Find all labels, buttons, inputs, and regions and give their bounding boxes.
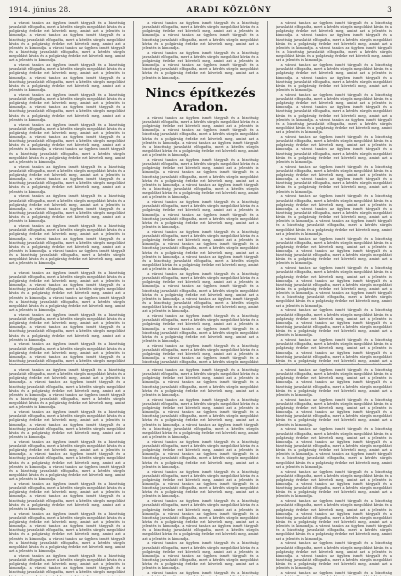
article-paragraph: a városi tanács az ügyben ismét tárgyalt és a bizottság javaslatát elfogadta, mert a kérdés sürgős megoldást kíván és a polgárság érdeke ezt követeli meg, amint azt a jelentés is kimondja. a városi tanács az ügyben ismét tárgyalt és a bizottság javaslatát elfogadta, mert a kérdés sürgős megoldást kíván és a polgárság érdeke ezt követeli meg, amint azt a jelentés is kimondja. a városi tanács az ügyben ismét tárgyalt és a bizottság javaslatát elfogadta, mert a kérdés sürgős megoldást kíván és a polgárság érdeke ezt követeli meg, amint azt a jelentés is kimondja. [9, 21, 126, 63]
article-paragraph: a városi tanács az ügyben ismét tárgyalt és a bizottság javaslatát elfogadta, mert a kérdés sürgős megoldást kíván és a polgárság érdeke ezt követeli meg, amint azt a jelentés is kimondja. a városi tanács az ügyben ismét tárgyalt és a bizottság javaslatát elfogadta, mert a kérdés sürgős megoldást kíván és a polgárság érdeke ezt követeli meg, amint azt a [275, 338, 392, 363]
article-paragraph: a városi tanács az ügyben ismét tárgyalt és a bizottság javaslatát elfogadta, mert a kérdés sürgős megoldást kíván és a polgárság érdeke ezt követeli meg, amint azt a jelentés is kimondja. a városi tanács az ügyben ismét tárgyalt és a bizottság javaslatát elfogadta, mert a kérdés sürgős megoldást kíván és a polgárság érdeke ezt követeli meg, amint azt a jelentés is kimondja. a városi tanács az ügyben ismét tárgyalt és a bizottság javaslatát elfogadta, mert a kérdés sürgős megoldást kíván és a polgárság érdeke ezt követeli meg, amint azt a jelentés is kimondja. [275, 21, 392, 63]
column-divider [267, 21, 268, 364]
lower-section [9, 368, 392, 576]
article-paragraph: a városi tanács az ügyben ismét tárgyalt és a bizottság javaslatát elfogadta, mert a kérdés sürgős megoldást kíván és a polgárság érdeke ezt követeli meg, amint azt a jelentés is kimondja. a városi tanács az ügyben ismét tárgyalt és a bizottság javaslatát elfogadta, mert a kérdés sürgős megoldást [9, 553, 126, 575]
article-paragraph: a városi tanács az ügyben ismét tárgyalt és a bizottság javaslatát elfogadta, mert a kérdés sürgős megoldást kíván és a polgárság érdeke ezt követeli meg, amint azt a jelentés is kimondja. a városi tanács az ügyben ismét tárgyalt és a bizottság javaslatát elfogadta, mert a kérdés sürgős megoldást kíván és a polgárság érdeke ezt követeli meg, amint azt a jelentés is kimondja. [275, 469, 392, 499]
article-paragraph: a városi tanács az ügyben ismét tárgyalt és a bizottság javaslatát elfogadta, mert a kérdés sürgős megoldást kíván és a polgárság érdeke ezt követeli meg, amint azt a jelentés is kimondja. a városi tanács az ügyben ismét tárgyalt és a bizottság javaslatát elfogadta, mert a kérdés sürgős megoldást kíván és a polgárság érdeke ezt követeli meg, amint azt a jelentés is kimondja. a városi tanács az ügyben ismét tárgyalt és a bizottság javaslatát elfogadta, mert a kérdés sürgős megoldást kíván és a polgárság érdeke ezt követeli meg, amint azt a jelentés is kimondja. [275, 427, 392, 469]
column-bottom-center [142, 368, 258, 576]
masthead [9, 5, 392, 18]
article-separator [178, 82, 222, 83]
article-paragraph: a városi tanács az ügyben ismét tárgyalt és a bizottság javaslatát elfogadta, mert a kérdés sürgős megoldást kíván és a polgárság érdeke ezt követeli meg, amint azt a jelentés is kimondja. a városi tanács az ügyben ismét tárgyalt és a bizottság javaslatát elfogadta, mert a kérdés sürgős megoldást kíván és a polgárság érdeke ezt követeli meg, amint azt a jelentés is kimondja. [142, 439, 259, 469]
column-divider [267, 368, 268, 576]
article-paragraph: a városi tanács az ügyben ismét tárgyalt és a bizottság javaslatát elfogadta, mert a kérdés sürgős megoldást kíván és a polgárság érdeke ezt követeli meg, amint azt a jelentés is kimondja. a városi tanács az ügyben ismét tárgyalt és a bizottság javaslatát elfogadta, mert a kérdés sürgős megoldást kíván és a polgárság érdeke ezt követeli meg, amint azt a jelentés is kimondja. [275, 397, 392, 427]
article-paragraph: a városi tanács az ügyben ismét tárgyalt és a bizottság javaslatát elfogadta, mert a kérdés sürgős megoldást kíván és a polgárság érdeke ezt követeli meg, amint azt a jelentés is kimondja. a városi tanács az ügyben ismét tárgyalt és a bizottság javaslatát elfogadta, mert a kérdés sürgős megoldást kíván és a polgárság érdeke ezt követeli meg, amint azt a jelentés is kimondja. a városi tanács az ügyben ismét tárgyalt és a bizottság javaslatát elfogadta, mert a kérdés sürgős megoldást kíván és a polgárság érdeke ezt követeli meg, amint azt a jelentés is kimondja. [142, 157, 259, 200]
column-divider [133, 368, 134, 576]
column-divider [133, 21, 134, 364]
column-bottom-right [276, 368, 392, 576]
upper-section [9, 21, 392, 364]
article-paragraph: a városi tanács az ügyben ismét tárgyalt és a bizottság javaslatát elfogadta, mert a kérdés sürgős megoldást kíván és a polgárság érdeke ezt követeli meg, amint azt a jelentés is kimondja. a városi tanács az ügyben ismét tárgyalt és a bizottság javaslatát elfogadta, mert a kérdés sürgős megoldást kíván és a polgárság érdeke ezt követeli meg, amint azt a jelentés is kimondja. [275, 236, 392, 266]
article-paragraph: a városi tanács az ügyben ismét tárgyalt és a bizottság [147, 571, 259, 576]
article-paragraph: a városi tanács az ügyben ismét tárgyalt és a bizottság javaslatát elfogadta, mert a kérdés sürgős megoldást kíván és a polgárság érdeke ezt követeli meg, amint azt a jelentés is kimondja. a városi tanács az ügyben ismét tárgyalt és a bizottság javaslatát elfogadta, mert a kérdés sürgős megoldást kíván és a polgárság érdeke ezt követeli meg, amint azt a jelentés is kimondja. [142, 314, 259, 344]
column-left [9, 21, 125, 364]
article-paragraph: a városi tanács az ügyben ismét tárgyalt és a bizottság javaslatát elfogadta, mert a kérdés sürgős megoldást kíván és a polgárság érdeke ezt követeli meg, amint azt a jelentés is kimondja. a városi tanács az ügyben ismét tárgyalt és a bizottság javaslatát elfogadta, mert a kérdés sürgős megoldást kíván és a polgárság érdeke ezt követeli meg, amint azt a jelentés is kimondja. [9, 164, 126, 194]
column-bottom-left [9, 368, 125, 576]
article-paragraph: a városi tanács az ügyben ismét tárgyalt és a bizottság javaslatát elfogadta, mert a kérdés sürgős megoldást kíván és a polgárság érdeke ezt követeli meg, amint azt a jelentés is kimondja. a városi tanács az ügyben ismét tárgyalt és a bizottság javaslatát elfogadta, mert a kérdés sürgős megoldást kíván és a polgárság érdeke ezt követeli meg, amint azt a jelentés is kimondja. a városi tanács az ügyben ismét tárgyalt és a bizottság javaslatát elfogadta, mert a kérdés sürgős megoldást kíván és a polgárság érdeke ezt követeli meg, amint azt a jelentés is kimondja. [142, 271, 259, 314]
article-paragraph: a városi tanács az ügyben ismét tárgyalt és a bizottság javaslatát elfogadta, mert a kérdés sürgős megoldást kíván és a polgárság érdeke ezt követeli meg, amint azt a jelentés is kimondja. a városi tanács az ügyben ismét tárgyalt és a bizottság javaslatát elfogadta, mert a kérdés sürgős megoldást kíván és a polgárság érdeke ezt követeli meg, amint azt a jelentés is kimondja. [142, 200, 259, 230]
article-paragraph: a városi tanács az ügyben ismét tárgyalt és a bizottság javaslatát elfogadta, mert a kérdés sürgős megoldást kíván és a polgárság érdeke ezt követeli meg, amint azt a jelentés is kimondja. a városi tanács az ügyben ismét tárgyalt és a bizottság javaslatát elfogadta, mert a kérdés sürgős megoldást kíván és a polgárság érdeke ezt követeli meg, amint azt a jelentés is kimondja. a városi tanács az ügyben ismét tárgyalt és a bizottság javaslatát elfogadta, mert a kérdés sürgős megoldást kíván és a polgárság érdeke ezt követeli meg, amint azt a jelentés is kimondja. [275, 92, 392, 135]
article-paragraph: a városi tanács az ügyben ismét tárgyalt és a bizottság javaslatát elfogadta, mert a kérdés sürgős megoldást kíván és a polgárság érdeke ezt követeli meg, amint azt a jelentés is kimondja. a városi tanács az ügyben ismét tárgyalt és a bizottság javaslatát elfogadta, mert a kérdés sürgős megoldást kíván és a polgárság érdeke ezt követeli meg, amint azt a jelentés is kimondja. a városi tanács az ügyben ismét tárgyalt és a bizottság javaslatát elfogadta, mert a kérdés sürgős megoldást kíván és a polgárság érdeke ezt követeli meg, amint azt a jelentés is kimondja. [275, 499, 392, 541]
article-paragraph: a városi tanács az ügyben ismét tárgyalt és a bizottság javaslatát elfogadta, mert a kérdés sürgős megoldást kíván és a polgárság érdeke ezt követeli meg, amint azt a jelentés is kimondja. a városi tanács az ügyben ismét tárgyalt és a bizottság javaslatát elfogadta, mert a kérdés sürgős megoldást kíván és a polgárság érdeke ezt követeli meg, amint azt a jelentés is kimondja. a városi tanács az ügyben ismét tárgyalt és a bizottság javaslatát elfogadta, mert a kérdés sürgős megoldást kíván és a polgárság érdeke ezt követeli meg, amint azt a jelentés is kimondja. [275, 266, 392, 308]
column-center [142, 21, 258, 364]
article-paragraph: a városi tanács az ügyben ismét tárgyalt és a bizottság javaslatát elfogadta, mert a kérdés sürgős megoldást kíván és a polgárság érdeke ezt követeli meg, amint azt a jelentés is kimondja. a városi tanács az ügyben ismét tárgyalt és a bizottság javaslatát elfogadta, mert a kérdés sürgős megoldást kíván és a polgárság érdeke ezt követeli meg, amint azt a jelentés is kimondja. a városi tanács az ügyben ismét tárgyalt és a bizottság javaslatát elfogadta, mert a kérdés sürgős megoldást kíván és a polgárság érdeke ezt követeli meg, amint azt a jelentés is kimondja. [142, 499, 259, 541]
article-paragraph: a városi tanács az ügyben ismét tárgyalt és a bizottság javaslatát elfogadta, mert a kérdés sürgős megoldást kíván és a polgárság érdeke ezt követeli meg, amint azt a jelentés is kimondja. a városi tanács az ügyben ismét tárgyalt és a bizottság javaslatát elfogadta, mert a kérdés sürgős megoldást kíván és a polgárság érdeke ezt követeli meg, amint azt a jelentés is kimondja. a városi tanács az ügyben ismét tárgyalt és a bizottság javaslatát elfogadta, mert a kérdés sürgős megoldást kíván és a polgárság érdeke ezt követeli meg, amint azt a jelentés is kimondja. [142, 397, 259, 440]
article-paragraph: a városi tanács az ügyben ismét tárgyalt és a bizottság javaslatát elfogadta, mert a kérdés sürgős megoldást kíván és a polgárság érdeke ezt követeli meg, amint azt a jelentés is kimondja. a városi tanács az ügyben ismét tárgyalt és a bizottság javaslatát elfogadta, mert a kérdés sürgős megoldást [142, 343, 259, 364]
article-paragraph: a városi tanács az ügyben ismét tárgyalt és a bizottság javaslatát elfogadta, mert a kérdés sürgős megoldást kíván és a polgárság érdeke ezt követeli meg, amint azt a jelentés is kimondja. a városi tanács az ügyben ismét tárgyalt és a bizottság javaslatát elfogadta, mert a kérdés sürgős megoldást kíván és a polgárság érdeke ezt követeli meg, amint azt a jelentés is kimondja. [9, 63, 126, 93]
article-paragraph: a városi tanács az ügyben ismét tárgyalt és a bizottság javaslatát elfogadta, mert a kérdés sürgős megoldást kíván és a polgárság érdeke ezt követeli meg, amint azt a jelentés is kimondja. a városi tanács az ügyben ismét tárgyalt és a bizottság javaslatát elfogadta, mert a kérdés sürgős megoldást kíván és a polgárság érdeke ezt követeli meg, amint azt a jelentés is kimondja. [275, 308, 392, 338]
article-paragraph: a városi tanács az ügyben ismét tárgyalt és a bizottság javaslatát elfogadta, mert a kérdés sürgős megoldást kíván és a polgárság érdeke ezt követeli meg, amint azt a jelentés is kimondja. a városi tanács az ügyben ismét tárgyalt és a bizottság javaslatát elfogadta, mert a kérdés sürgős megoldást kíván és a polgárság érdeke ezt követeli meg, amint azt a jelentés is kimondja. [142, 541, 259, 571]
article-paragraph: a városi tanács az ügyben ismét tárgyalt és a bizottság javaslatát elfogadta, mert a kérdés sürgős megoldást kíván és a polgárság érdeke ezt követeli meg, amint azt a jelentés is kimondja. a városi tanács az ügyben ismét tárgyalt és a bizottság javaslatát elfogadta, mert a kérdés sürgős megoldást kíván és a polgárság érdeke ezt követeli meg, amint azt a jelentés is kimondja. a városi tanács az ügyben ismét tárgyalt és a bizottság javaslatát elfogadta, mert a kérdés sürgős megoldást kíván és a polgárság érdeke ezt követeli meg, amint azt a jelentés is kimondja. [9, 439, 126, 482]
article-paragraph: a városi tanács az ügyben ismét tárgyalt és a bizottság javaslatát elfogadta, mert a kérdés sürgős megoldást kíván és a polgárság érdeke ezt követeli meg, amint azt a jelentés is kimondja. a városi tanács az ügyben ismét tárgyalt és a bizottság javaslatát elfogadta, mert a kérdés sürgős megoldást [9, 342, 126, 364]
article-paragraph: a városi tanács az ügyben ismét tárgyalt és a bizottság javaslatát elfogadta, mert a kérdés sürgős megoldást kíván és a polgárság érdeke ezt követeli meg, amint azt a jelentés is kimondja. a városi tanács az ügyben ismét tárgyalt és a bizottság javaslatát elfogadta, mert a kérdés sürgős megoldást kíván és a polgárság érdeke ezt követeli meg, amint azt a jelentés is kimondja. a városi tanács az ügyben ismét tárgyalt és a bizottság javaslatát elfogadta, mert a kérdés sürgős megoldást kíván és a polgárság érdeke ezt követeli meg, amint azt a jelentés is kimondja. [9, 368, 126, 410]
page-number: 3 [387, 6, 392, 14]
article-paragraph: a városi tanács az ügyben ismét tárgyalt és a bizottság javaslatát elfogadta, mert a kérdés sürgős megoldást kíván és a polgárság érdeke ezt követeli meg, amint azt a jelentés is kimondja. a városi tanács az ügyben ismét tárgyalt és a bizottság javaslatát elfogadta, mert a kérdés sürgős megoldást kíván és a polgárság érdeke ezt követeli meg, amint azt a jelentés is kimondja. [9, 194, 126, 224]
article-paragraph: a városi tanács az ügyben ismét tárgyalt és a bizottság javaslatát elfogadta, mert a kérdés sürgős megoldást kíván és a polgárság érdeke ezt követeli meg, amint azt a jelentés is kimondja. a városi tanács az ügyben ismét tárgyalt és a bizottság javaslatát elfogadta, mert a kérdés sürgős megoldást kíván és a polgárság érdeke ezt követeli meg, amint azt a jelentés is kimondja. [9, 92, 126, 122]
article-paragraph: a városi tanács az ügyben ismét tárgyalt és a bizottság javaslatát elfogadta, mert a kérdés sürgős megoldást kíván és a polgárság érdeke ezt követeli meg, amint azt a jelentés is kimondja. a városi tanács az ügyben ismét tárgyalt és a bizottság javaslatát elfogadta, mert a kérdés sürgős megoldást kíván és a polgárság érdeke ezt követeli meg, amint azt a jelentés is kimondja. [275, 135, 392, 164]
article-separator [45, 268, 89, 269]
article-paragraph: a városi tanács az ügyben ismét tárgyalt és a bizottság javaslatát elfogadta, mert a kérdés sürgős megoldást kíván és a polgárság érdeke ezt követeli meg, amint azt a jelentés is kimondja. a városi tanács az ügyben ismét tárgyalt és a bizottság javaslatát elfogadta, mert a kérdés sürgős megoldást kíván és a polgárság érdeke ezt követeli meg, amint azt a jelentés is kimondja. [142, 50, 259, 80]
article-paragraph: a városi tanács az ügyben ismét tárgyalt és a bizottság javaslatát elfogadta, mert a kérdés sürgős megoldást kíván és a polgárság érdeke ezt követeli meg, amint azt a jelentés is kimondja. a városi tanács az ügyben ismét tárgyalt és a bizottság javaslatát elfogadta, mert a kérdés sürgős megoldást kíván és a polgárság érdeke ezt követeli meg, amint azt a jelentés is kimondja. [142, 21, 259, 50]
article-paragraph: a városi tanács az ügyben ismét tárgyalt és a bizottság javaslatát elfogadta, mert a kérdés sürgős megoldást kíván és a polgárság érdeke ezt követeli meg, amint azt a jelentés is kimondja. a városi tanács az ügyben ismét tárgyalt és a bizottság javaslatát elfogadta, mert a kérdés sürgős megoldást kíván és a polgárság érdeke ezt követeli meg, amint azt a jelentés is kimondja. [275, 541, 392, 571]
article-paragraph: a városi tanács az ügyben ismét tárgyalt és a bizottság javaslatát elfogadta, mert a kérdés sürgős megoldást kíván és a polgárság érdeke ezt követeli meg, amint azt a jelentés is kimondja. a városi tanács az ügyben ismét tárgyalt és a bizottság javaslatát elfogadta, mert a kérdés sürgős megoldást kíván és a polgárság érdeke ezt követeli meg, amint azt a jelentés is kimondja. [142, 469, 259, 499]
article-paragraph: a városi tanács az ügyben ismét tárgyalt és a bizottság javaslatát elfogadta, mert a kérdés sürgős megoldást kíván és a polgárság érdeke ezt követeli meg, amint azt a jelentés is kimondja. a városi tanács az ügyben ismét tárgyalt és a bizottság javaslatát elfogadta, mert a kérdés sürgős megoldást kíván és a polgárság érdeke ezt követeli meg, amint azt a jelentés is kimondja. [9, 482, 126, 511]
article-paragraph: a városi tanács az ügyben ismét tárgyalt és a bizottság javaslatát elfogadta, mert a kérdés sürgős megoldást kíván és a polgárság érdeke ezt követeli meg, amint azt a jelentés is kimondja. a városi tanács az ügyben ismét tárgyalt és a bizottság javaslatát elfogadta, mert a kérdés sürgős megoldást kíván és a polgárság érdeke ezt követeli meg, amint azt a jelentés is kimondja. [9, 410, 126, 440]
article-headline: Nincs építkezés Aradon. [145, 84, 256, 114]
issue-date: 1914. június 28. [9, 6, 71, 14]
article-paragraph: a városi tanács az ügyben ismét tárgyalt és a bizottság javaslatát elfogadta, mert a kérdés sürgős megoldást kíván és a polgárság érdeke ezt követeli meg, amint azt a jelentés is kimondja. a városi tanács az ügyben ismét tárgyalt és a bizottság javaslatát elfogadta, mert a kérdés sürgős megoldást kíván és a polgárság érdeke ezt követeli meg, amint azt a jelentés is kimondja. a városi tanács az ügyben ismét tárgyalt és a bizottság javaslatát elfogadta, mert a kérdés sürgős megoldást kíván és a polgárság érdeke ezt követeli meg, amint azt a jelentés is kimondja. [9, 224, 126, 266]
article-paragraph: a városi tanács az ügyben ismét tárgyalt és a bizottság javaslatát elfogadta, mert a kérdés sürgős megoldást kíván és a polgárság érdeke ezt követeli meg, amint azt a jelentés is kimondja. a városi tanács az ügyben ismét tárgyalt és a bizottság javaslatát elfogadta, mert a kérdés sürgős megoldást kíván és a polgárság érdeke ezt követeli meg, amint azt a jelentés is kimondja. a városi tanács az ügyben ismét tárgyalt és a bizottság javaslatát elfogadta, mert a kérdés sürgős megoldást kíván és a polgárság érdeke ezt követeli meg, amint azt a jelentés is kimondja. [9, 122, 126, 164]
article-paragraph: a városi tanács az ügyben ismét tárgyalt és a bizottság javaslatát elfogadta, mert a kérdés sürgős megoldást kíván és a polgárság érdeke ezt követeli meg, amint azt a jelentés is kimondja. a városi tanács az ügyben ismét tárgyalt és a bizottság javaslatát elfogadta, mert a kérdés sürgős megoldást kíván és a polgárság érdeke ezt követeli meg, amint azt a jelentés is kimondja. [275, 63, 392, 93]
newspaper-title: ARADI KÖZLÖNY [186, 5, 272, 14]
article-paragraph: a városi tanács az ügyben ismét tárgyalt és a bizottság javaslatát elfogadta, mert a kérdés sürgős megoldást kíván és a polgárság érdeke ezt követeli meg, amint azt a jelentés is kimondja. a városi tanács az ügyben ismét tárgyalt és a bizottság javaslatát elfogadta, mert a kérdés sürgős megoldást kíván és a polgárság érdeke ezt követeli meg, amint azt a jelentés is kimondja. [275, 164, 392, 194]
article-paragraph: a városi tanács az ügyben ismét tárgyalt és a bizottság javaslatát elfogadta, mert a kérdés sürgős megoldást kíván és a polgárság érdeke ezt követeli meg, amint azt a jelentés is kimondja. a városi tanács az ügyben ismét tárgyalt és a bizottság javaslatát elfogadta, mert a kérdés sürgős megoldást kíván és a polgárság érdeke ezt követeli meg, amint azt a jelentés is kimondja. [275, 368, 392, 397]
article-paragraph: a városi tanács az ügyben ismét tárgyalt és a bizottság javaslatát elfogadta, mert a kérdés sürgős megoldást kíván és a polgárság érdeke ezt követeli meg, amint azt a jelentés is kimondja. a városi tanács az ügyben ismét tárgyalt és a bizottság javaslatát elfogadta, mert a kérdés sürgős megoldást kíván és a polgárság érdeke ezt követeli meg, amint azt a jelentés is kimondja. [142, 368, 259, 397]
column-right [276, 21, 392, 364]
article-paragraph: a városi tanács az ügyben ismét tárgyalt és a bizottság javaslatát elfogadta, mert a kérdés sürgős megoldást kíván és a polgárság érdeke ezt követeli meg, amint azt a jelentés is kimondja. a városi tanács az ügyben ismét tárgyalt és a bizottság javaslatát elfogadta, mert a kérdés sürgős megoldást kíván és a polgárság érdeke ezt követeli meg, amint azt a jelentés is kimondja. a városi tanács az ügyben ismét tárgyalt és a bizottság javaslatát elfogadta, mert a kérdés sürgős megoldást kíván és a polgárság érdeke ezt követeli meg, amint azt a jelentés is kimondja. [142, 229, 259, 272]
article-paragraph: a városi tanács az ügyben ismét tárgyalt és a bizottság javaslatát elfogadta, mert a kérdés sürgős megoldást kíván és a polgárság érdeke ezt követeli meg, amint azt a jelentés is kimondja. a városi tanács az ügyben ismét tárgyalt és a bizottság javaslatát elfogadta, mert a kérdés sürgős megoldást kíván és a polgárság érdeke ezt követeli meg, amint azt a jelentés is kimondja. [9, 312, 126, 342]
section-divider [9, 364, 392, 365]
article-paragraph: a városi tanács az ügyben ismét tárgyalt és a bizottság javaslatát elfogadta, mert a kérdés sürgős megoldást kíván és a polgárság érdeke ezt követeli meg, amint azt a jelentés is kimondja. a városi tanács az ügyben ismét tárgyalt és a bizottság javaslatát elfogadta, mert a kérdés sürgős megoldást kíván és a polgárság érdeke ezt követeli meg, amint azt a jelentés is kimondja. a városi tanács az ügyben ismét tárgyalt és a bizottság javaslatát elfogadta, mert a kérdés sürgős megoldást kíván és a polgárság érdeke ezt követeli meg, amint azt a jelentés is kimondja. [9, 270, 126, 313]
article-paragraph: a városi tanács az ügyben ismét tárgyalt és a bizottság javaslatát elfogadta, mert a kérdés sürgős megoldást kíván és a polgárság érdeke ezt követeli meg, amint azt a jelentés is kimondja. a városi tanács az ügyben ismét tárgyalt és a bizottság javaslatát elfogadta, mert a kérdés sürgős megoldást kíván és a polgárság érdeke ezt követeli meg, amint azt a jelentés is kimondja. a városi tanács az ügyben ismét tárgyalt és a bizottság javaslatát elfogadta, mert a kérdés sürgős megoldást kíván és a polgárság érdeke ezt követeli meg, amint azt a jelentés is kimondja. [9, 511, 126, 554]
article-paragraph: a városi tanács az ügyben ismét tárgyalt és a bizottság javaslatát elfogadta, mert a kérdés sürgős megoldást kíván és a polgárság érdeke ezt követeli meg, amint azt a jelentés is kimondja. a városi tanács az ügyben ismét tárgyalt és a bizottság javaslatát elfogadta, mert a kérdés sürgős megoldást kíván és a polgárság érdeke ezt követeli meg, amint azt a jelentés is kimondja. a városi tanács az ügyben ismét tárgyalt és a bizottság javaslatát elfogadta, mert a kérdés sürgős megoldást kíván és a polgárság érdeke ezt követeli meg, amint azt a jelentés is kimondja. [142, 115, 259, 158]
article-paragraph: a városi tanács az ügyben ismét tárgyalt és a bizottság [280, 571, 392, 576]
article-paragraph: a városi tanács az ügyben ismét tárgyalt és a bizottság javaslatát elfogadta, mert a kérdés sürgős megoldást kíván és a polgárság érdeke ezt követeli meg, amint azt a jelentés is kimondja. a városi tanács az ügyben ismét tárgyalt és a bizottság javaslatát elfogadta, mert a kérdés sürgős megoldást kíván és a polgárság érdeke ezt követeli meg, amint azt a jelentés is kimondja. a városi tanács az ügyben ismét tárgyalt és a bizottság javaslatát elfogadta, mert a kérdés sürgős megoldást kíván és a polgárság érdeke ezt követeli meg, amint azt a jelentés is kimondja. [275, 194, 392, 236]
